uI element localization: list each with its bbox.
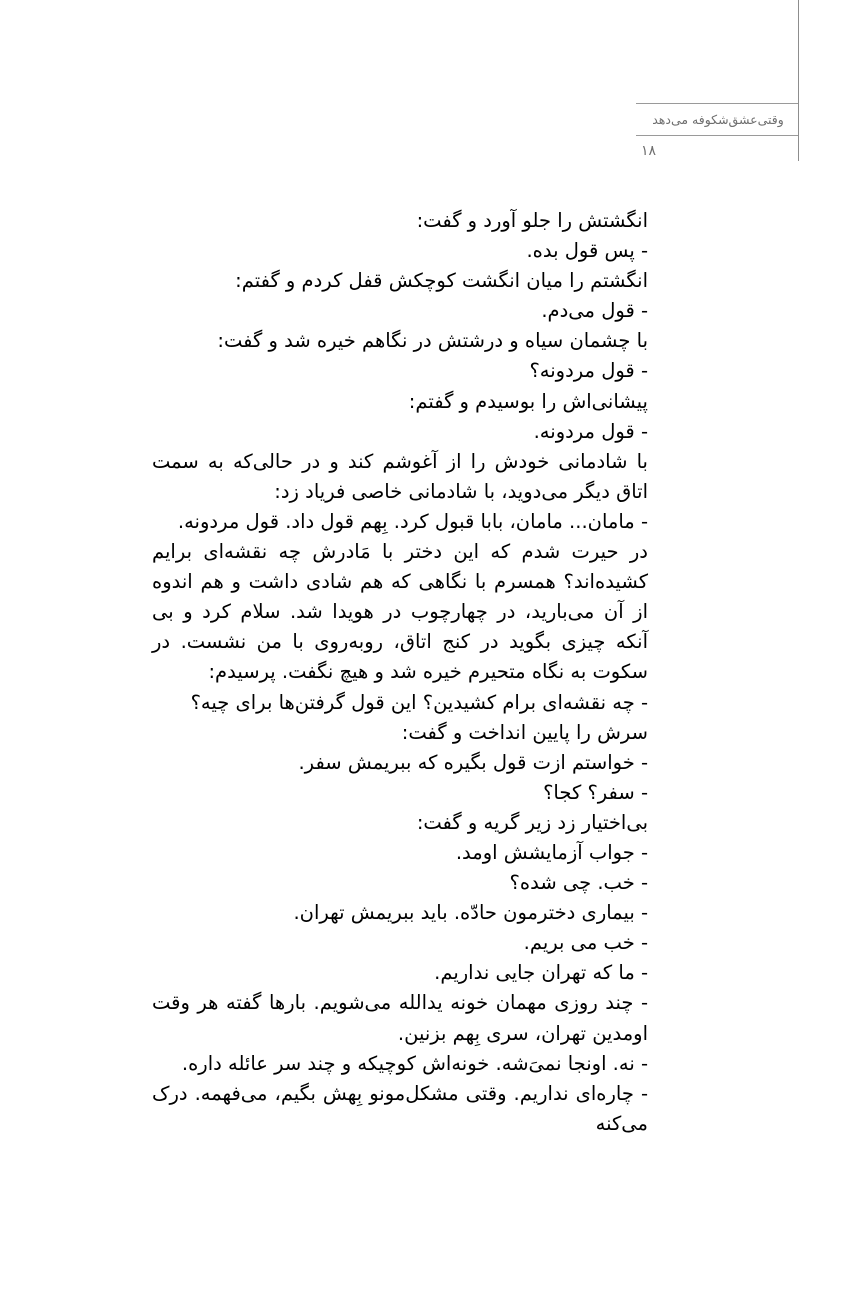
running-header: [597, 0, 857, 170]
text-line: انگشتم را میان انگشت کوچکش قفل کردم و گفتم:: [235, 269, 648, 293]
body-text: [152, 206, 648, 1139]
text-line: بی‌اختیار زد زیر گریه و گفت:: [416, 810, 648, 834]
text-line: - قول مردونه؟: [529, 359, 648, 383]
text-line: با شادمانی خودش را از آغوشم کند و در حالی‌که به سمت اتاق دیگر می‌دوید، با شادمانی خاصی فریاد زد:: [152, 449, 648, 503]
text-line: انگشتش را جلو آورد و گفت:: [416, 209, 648, 232]
header-rule-bottom: [636, 135, 798, 136]
text-line: - قول می‌دم.: [541, 299, 648, 323]
text-line: - چه نقشه‌ای برام کشیدین؟ این قول گرفتن‌ها برای چیه؟: [190, 690, 648, 714]
text-line: - جواب آزمایشش اومد.: [455, 840, 648, 864]
text-line: با چشمان سیاه و درشتش در نگاهم خیره شد و گفت:: [217, 329, 648, 353]
text-line: - مامان... مامان، بابا قبول کرد. بِهم قول داد. قول مردونه.: [177, 509, 648, 533]
running-title: وقتی‌عشق‌شکوفه می‌دهد: [652, 112, 784, 127]
text-line: - خب می بریم.: [523, 931, 648, 955]
text-line: - ما که تهران جایی نداریم.: [434, 961, 648, 985]
text-line: - سفر؟ کجا؟: [543, 780, 648, 804]
text-line: - چاره‌ای نداریم. وقتی مشکل‌مونو بِهش بگیم، می‌فهمه. درک می‌کنه: [152, 1081, 648, 1135]
header-vertical-rule: [798, 0, 799, 161]
text-line: - قول مردونه.: [533, 419, 648, 443]
text-line: - چند روزی مهمان خونه یدالله می‌شویم. بارها گفته هر وقت اومدین تهران، سری بِهم بزنین.: [152, 991, 648, 1045]
text-line: - خواستم ازت قول بگیره که ببریمش سفر.: [298, 750, 648, 774]
text-line: - پس قول بده.: [526, 239, 648, 263]
text-line: پیشانی‌اش را بوسیدم و گفتم:: [408, 389, 648, 413]
text-line: در حیرت شدم که این دختر با مَادرش چه نقشه‌ای برایم کشیده‌اند؟ همسرم با نگاهی که هم شادی داشت و هم اندوه از آن می‌بارید، در چهارچوب در هویدا شد. سلام کرد و بی آنکه چیزی بگوید در کنج اتاق، روبه‌روی با من نشست. در سکوت به نگاه متحیرم خیره شد و هیچ نگفت. پرسیدم:: [152, 540, 648, 684]
text-line: سرش را پایین انداخت و گفت:: [401, 720, 648, 744]
page-number: ۱۸: [641, 143, 657, 159]
text-line: - خب. چی شده؟: [509, 871, 648, 895]
text-line: - بیماری دخترمون حادّه. باید ببریمش تهران.: [293, 901, 648, 925]
text-line: - نه. اونجا نمیَ‌شه. خونه‌اش کوچیکه و چند سر عائله داره.: [181, 1051, 648, 1075]
header-rule-top: [636, 103, 798, 104]
